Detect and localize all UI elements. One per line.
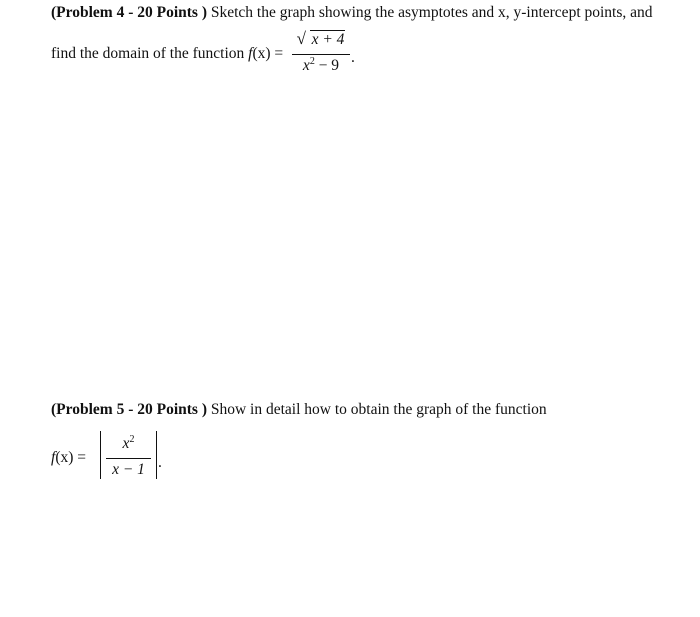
- function-args: (x) =: [252, 44, 284, 62]
- problem-4-text: Sketch the graph showing the asymptotes and x, y-intercept points, and: [206, 4, 653, 21]
- problem-5-text: Show in detail how to obtain the graph of the function: [206, 401, 547, 418]
- period: .: [351, 48, 355, 66]
- denominator: $x^2 - 9$: [302, 55, 340, 74]
- numerator: $x^2$: [122, 433, 135, 452]
- problem-4: [51, 4, 653, 74]
- numerator: [292, 28, 350, 51]
- problem-5: [51, 401, 547, 482]
- function-name: f: [248, 44, 253, 62]
- problem-5-label: (Problem 5 - 20 Points ): [51, 401, 207, 418]
- radicand: x + 4: [311, 30, 345, 48]
- problem-5-heading: [51, 401, 547, 420]
- square-root: [296, 28, 346, 50]
- fraction-bar: [106, 458, 151, 459]
- problem-4-lead: find the domain of the function f(x) =: [51, 44, 284, 62]
- problem-4-heading: [51, 4, 653, 23]
- problem-5-formula-line: [51, 430, 547, 482]
- fraction: [106, 435, 151, 480]
- problem-4-label: (Problem 4 - 20 Points ): [51, 4, 207, 21]
- period: .: [158, 453, 162, 471]
- fraction: [292, 28, 350, 76]
- problem-4-formula-line: [51, 28, 653, 74]
- fraction-bar: [292, 54, 350, 55]
- denominator: x − 1: [112, 460, 145, 478]
- absolute-value: [100, 431, 157, 479]
- radical-sign: √: [296, 28, 306, 48]
- function-expression: f(x) =: [51, 448, 87, 466]
